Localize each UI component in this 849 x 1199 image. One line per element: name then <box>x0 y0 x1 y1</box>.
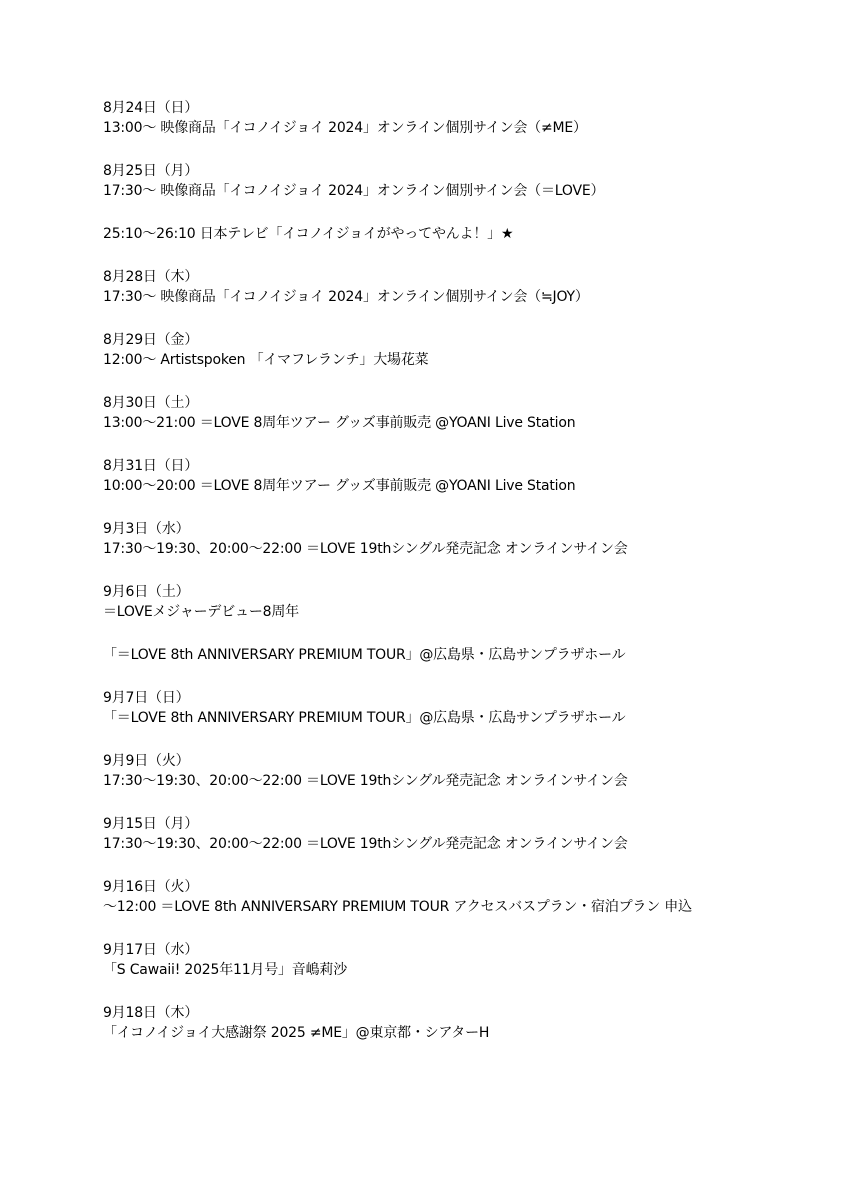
entry-detail: 17:30〜19:30、20:00〜22:00 ＝LOVE 19thシングル発売記念 オンラインサイン会 <box>103 773 628 789</box>
entry-date: 8月30日（土） <box>103 395 199 411</box>
entry-date: 8月24日（日） <box>103 100 199 116</box>
entry-date: 9月15日（月） <box>103 816 199 832</box>
entry-date: 8月28日（木） <box>103 269 199 285</box>
entry-date: 9月18日（木） <box>103 1005 199 1021</box>
schedule-entry <box>103 224 823 244</box>
entry-detail: 25:10〜26:10 日本テレビ「イコノイジョイがやってやんよ！」★ <box>103 226 514 242</box>
entry-date: 9月9日（火） <box>103 753 190 769</box>
entry-detail: 10:00〜20:00 ＝LOVE 8周年ツアー グッズ事前販売 @YOANI Live Station <box>103 478 576 494</box>
schedule-entry <box>103 645 823 665</box>
schedule-document <box>103 98 823 1043</box>
schedule-entry <box>103 877 823 917</box>
entry-detail: 13:00〜21:00 ＝LOVE 8周年ツアー グッズ事前販売 @YOANI Live Station <box>103 415 576 431</box>
entry-date: 9月7日（日） <box>103 690 190 706</box>
entry-date: 8月29日（金） <box>103 332 199 348</box>
entry-date: 9月16日（火） <box>103 879 199 895</box>
schedule-entry <box>103 161 823 201</box>
entry-detail: 〜12:00 ＝LOVE 8th ANNIVERSARY PREMIUM TOUR アクセスバスプラン・宿泊プラン 申込 <box>103 899 692 915</box>
schedule-entry <box>103 330 823 370</box>
entry-detail: 12:00〜 Artistspoken 「イマフレランチ」大場花菜 <box>103 352 429 368</box>
schedule-entry <box>103 456 823 496</box>
entry-detail: 17:30〜 映像商品「イコノイジョイ 2024」オンライン個別サイン会（≒JOY） <box>103 289 589 305</box>
schedule-entry <box>103 267 823 307</box>
schedule-entry <box>103 98 823 138</box>
schedule-entry <box>103 814 823 854</box>
entry-detail: 「＝LOVE 8th ANNIVERSARY PREMIUM TOUR」@広島県・広島サンプラザホール <box>103 710 626 726</box>
schedule-entry <box>103 1003 823 1043</box>
entry-detail: 「イコノイジョイ大感謝祭 2025 ≠ME」@東京都・シアターH <box>103 1025 490 1041</box>
entry-detail: 「S Cawaii! 2025年11月号」音嶋莉沙 <box>103 962 348 978</box>
schedule-entry <box>103 688 823 728</box>
entry-detail: 「＝LOVE 8th ANNIVERSARY PREMIUM TOUR」@広島県・広島サンプラザホール <box>103 647 626 663</box>
entry-date: 9月3日（水） <box>103 521 190 537</box>
entry-detail: 17:30〜19:30、20:00〜22:00 ＝LOVE 19thシングル発売記念 オンラインサイン会 <box>103 541 628 557</box>
entry-date: 8月31日（日） <box>103 458 199 474</box>
schedule-entry <box>103 582 823 622</box>
entry-date: 8月25日（月） <box>103 163 199 179</box>
entry-detail: 17:30〜 映像商品「イコノイジョイ 2024」オンライン個別サイン会（＝LOVE） <box>103 183 605 199</box>
entry-detail: 13:00〜 映像商品「イコノイジョイ 2024」オンライン個別サイン会（≠ME） <box>103 120 587 136</box>
entry-detail: 17:30〜19:30、20:00〜22:00 ＝LOVE 19thシングル発売記念 オンラインサイン会 <box>103 836 628 852</box>
entry-detail: ＝LOVEメジャーデビュー8周年 <box>103 604 299 620</box>
schedule-entry <box>103 751 823 791</box>
schedule-entry <box>103 940 823 980</box>
schedule-entry <box>103 393 823 433</box>
entry-date: 9月6日（土） <box>103 584 190 600</box>
schedule-entry <box>103 519 823 559</box>
entry-date: 9月17日（水） <box>103 942 199 958</box>
